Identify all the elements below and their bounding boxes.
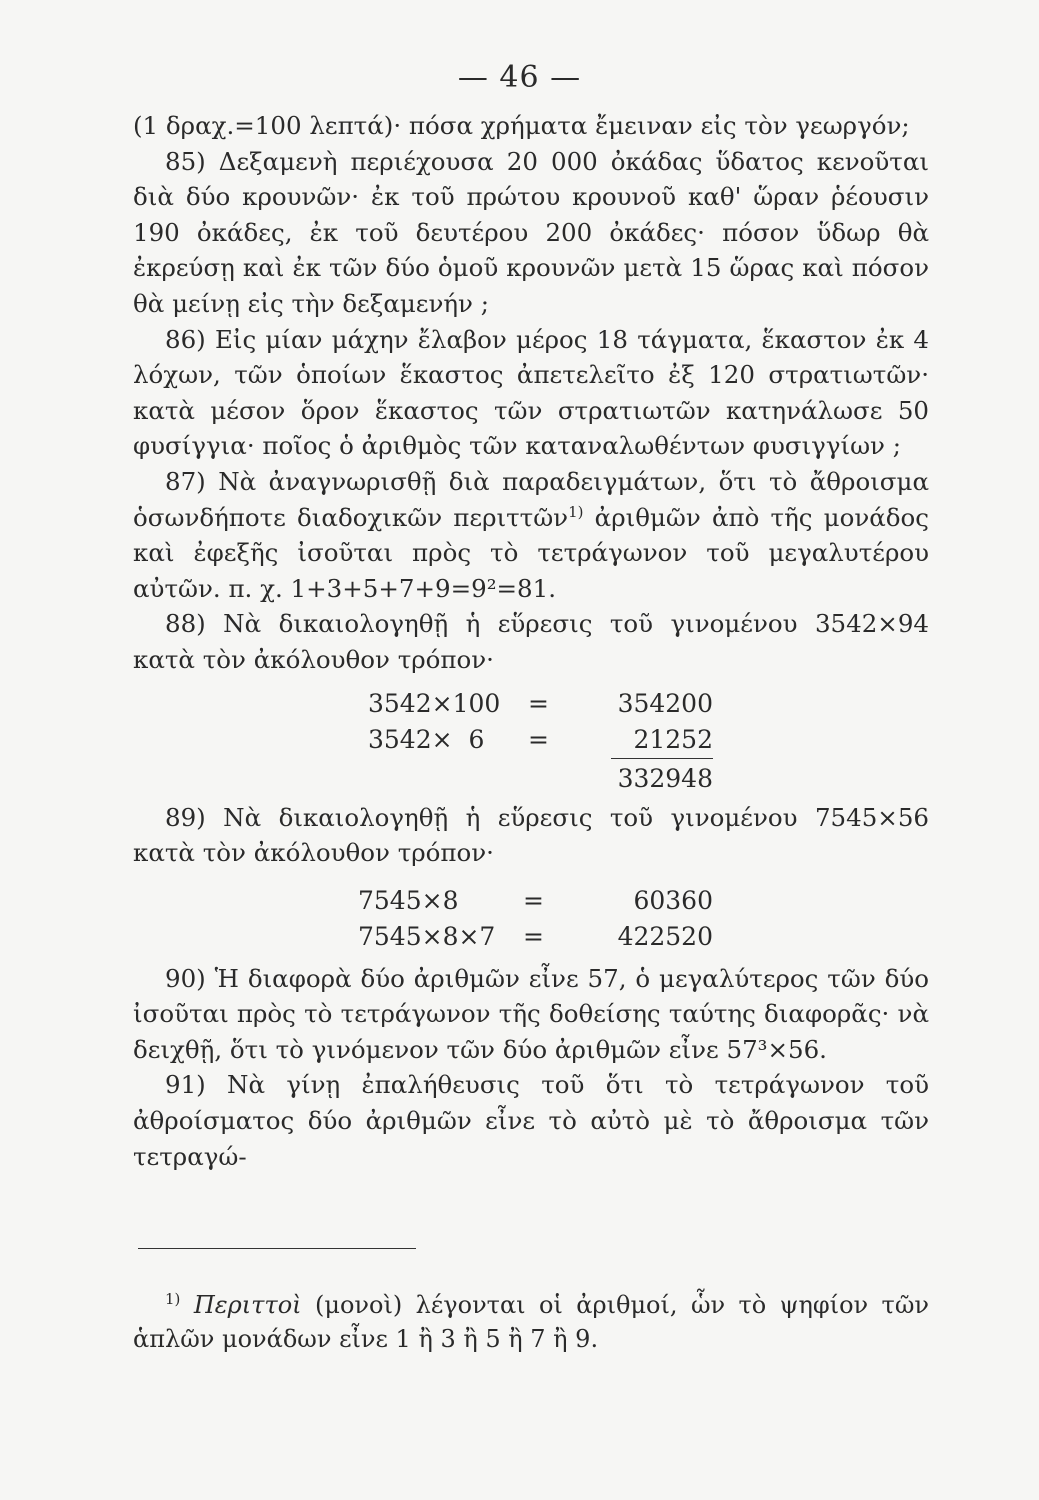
problem-88: 88) Νὰ δικαιολογηθῇ ἡ εὕρεσις τοῦ γινομένου 3542×94 κατὰ τὸν ἀκόλουθον τρόπον·	[133, 609, 929, 674]
intro-line: (1 δραχ.=100 λεπτά)· πόσα χρήματα ἔμειναν εἰς τὸν γεωργόν;	[133, 111, 910, 140]
footnote	[133, 1288, 929, 1356]
calc-equals: =	[523, 921, 544, 951]
problem-87-text-a: 87) Νὰ ἀναγνωρισθῇ διὰ παραδειγμάτων, ὅτι τὸ ἄθροισμα ὁσωνδήποτε διαδοχικῶν περιττῶν	[133, 466, 929, 532]
calc-equals: =	[523, 885, 544, 915]
calc-result: 60360	[633, 885, 713, 915]
calc-row	[133, 883, 929, 919]
footnote-term: Περιττοὶ	[193, 1291, 302, 1319]
main-text	[133, 108, 929, 1174]
calc-equals: =	[528, 724, 549, 754]
calc-row	[133, 686, 929, 722]
calc-expression: 7545×8	[358, 885, 459, 915]
problem-86: 86) Εἰς μίαν μάχην ἔλαβον μέρος 18 τάγματα, ἕκαστον ἐκ 4 λόχων, τῶν ὁποίων ἕκαστος ἀπετελεῖτο ἐξ 120 στρατιωτῶν· κατὰ μέσον ὅρον ἕκαστος τῶν στρατιωτῶν κατηνάλωσε 50 φυσίγγια· ποῖος ὁ ἀριθμὸς τῶν καταναλωθέντων φυσιγγίων ;	[133, 324, 929, 461]
calc-result: 21252	[633, 724, 713, 754]
problem-87	[133, 464, 929, 606]
calculation-89	[133, 883, 929, 955]
problem-87-text-b: ἀριθμῶν ἀπὸ τῆς μονάδος καὶ ἐφεξῆς ἰσοῦται πρὸς τὸ τετράγωνον τοῦ μεγαλυτέρου αὐτῶν. π. χ. 1+3+5+7+9=9²=81.	[133, 502, 930, 603]
calc-row	[133, 722, 929, 758]
calc-row	[133, 919, 929, 955]
footnote-reference: 1)	[568, 502, 584, 521]
problem-90: 90) Ἡ διαφορὰ δύο ἀριθμῶν εἶνε 57, ὁ μεγαλύτερος τῶν δύο ἰσοῦται πρὸς τὸ τετράγωνον τῆς δοθείσης ταύτης διαφορᾶς· νὰ δειχθῇ, ὅτι τὸ γινόμενον τῶν δύο ἀριθμῶν εἶνε 57³×56.	[133, 963, 929, 1064]
calc-expression: 3542×100	[368, 688, 501, 718]
calc-total-row	[133, 758, 929, 794]
footnote-divider	[138, 1248, 416, 1249]
calculation-88	[133, 686, 929, 794]
calc-equals: =	[528, 688, 549, 718]
problem-91: 91) Νὰ γίνῃ ἐπαλήθευσις τοῦ ὅτι τὸ τετράγωνον τοῦ ἀθροίσματος δύο ἀριθμῶν εἶνε τὸ αὐτὸ μὲ τὸ ἄθροισμα τῶν τετραγώ-	[133, 1070, 929, 1171]
calc-expression: 3542× 6	[368, 724, 485, 754]
footnote-mark: 1)	[165, 1290, 181, 1308]
page-number: — 46 —	[457, 60, 582, 95]
calc-result: 354200	[617, 688, 713, 718]
problem-85: 85) Δεξαμενὴ περιέχουσα 20 000 ὀκάδας ὕδατος κενοῦται διὰ δύο κρουνῶν· ἐκ τοῦ πρώτου κρουνοῦ καθ' ὥραν ῥέουσιν 190 ὀκάδες, ἐκ τοῦ δευτέρου 200 ὀκάδες· πόσον ὕδωρ θὰ ἐκρεύσῃ καὶ ἐκ τῶν δύο ὁμοῦ κρουνῶν μετὰ 15 ὥρας καὶ πόσον θὰ μείνῃ εἰς τὴν δεξαμενήν ;	[133, 146, 929, 318]
calc-result: 422520	[617, 921, 713, 951]
calc-total: 332948	[611, 758, 713, 797]
problem-89: 89) Νὰ δικαιολογηθῇ ἡ εὕρεσις τοῦ γινομένου 7545×56 κατὰ τὸν ἀκόλουθον τρόπον·	[133, 802, 929, 868]
calc-expression: 7545×8×7	[358, 921, 496, 951]
footnote-text: (μονοὶ) λέγονται οἱ ἀριθμοί, ὧν τὸ ψηφίον τῶν ἁπλῶν μονάδων εἶνε 1 ἢ 3 ἢ 5 ἢ 7 ἢ 9.	[133, 1291, 929, 1353]
